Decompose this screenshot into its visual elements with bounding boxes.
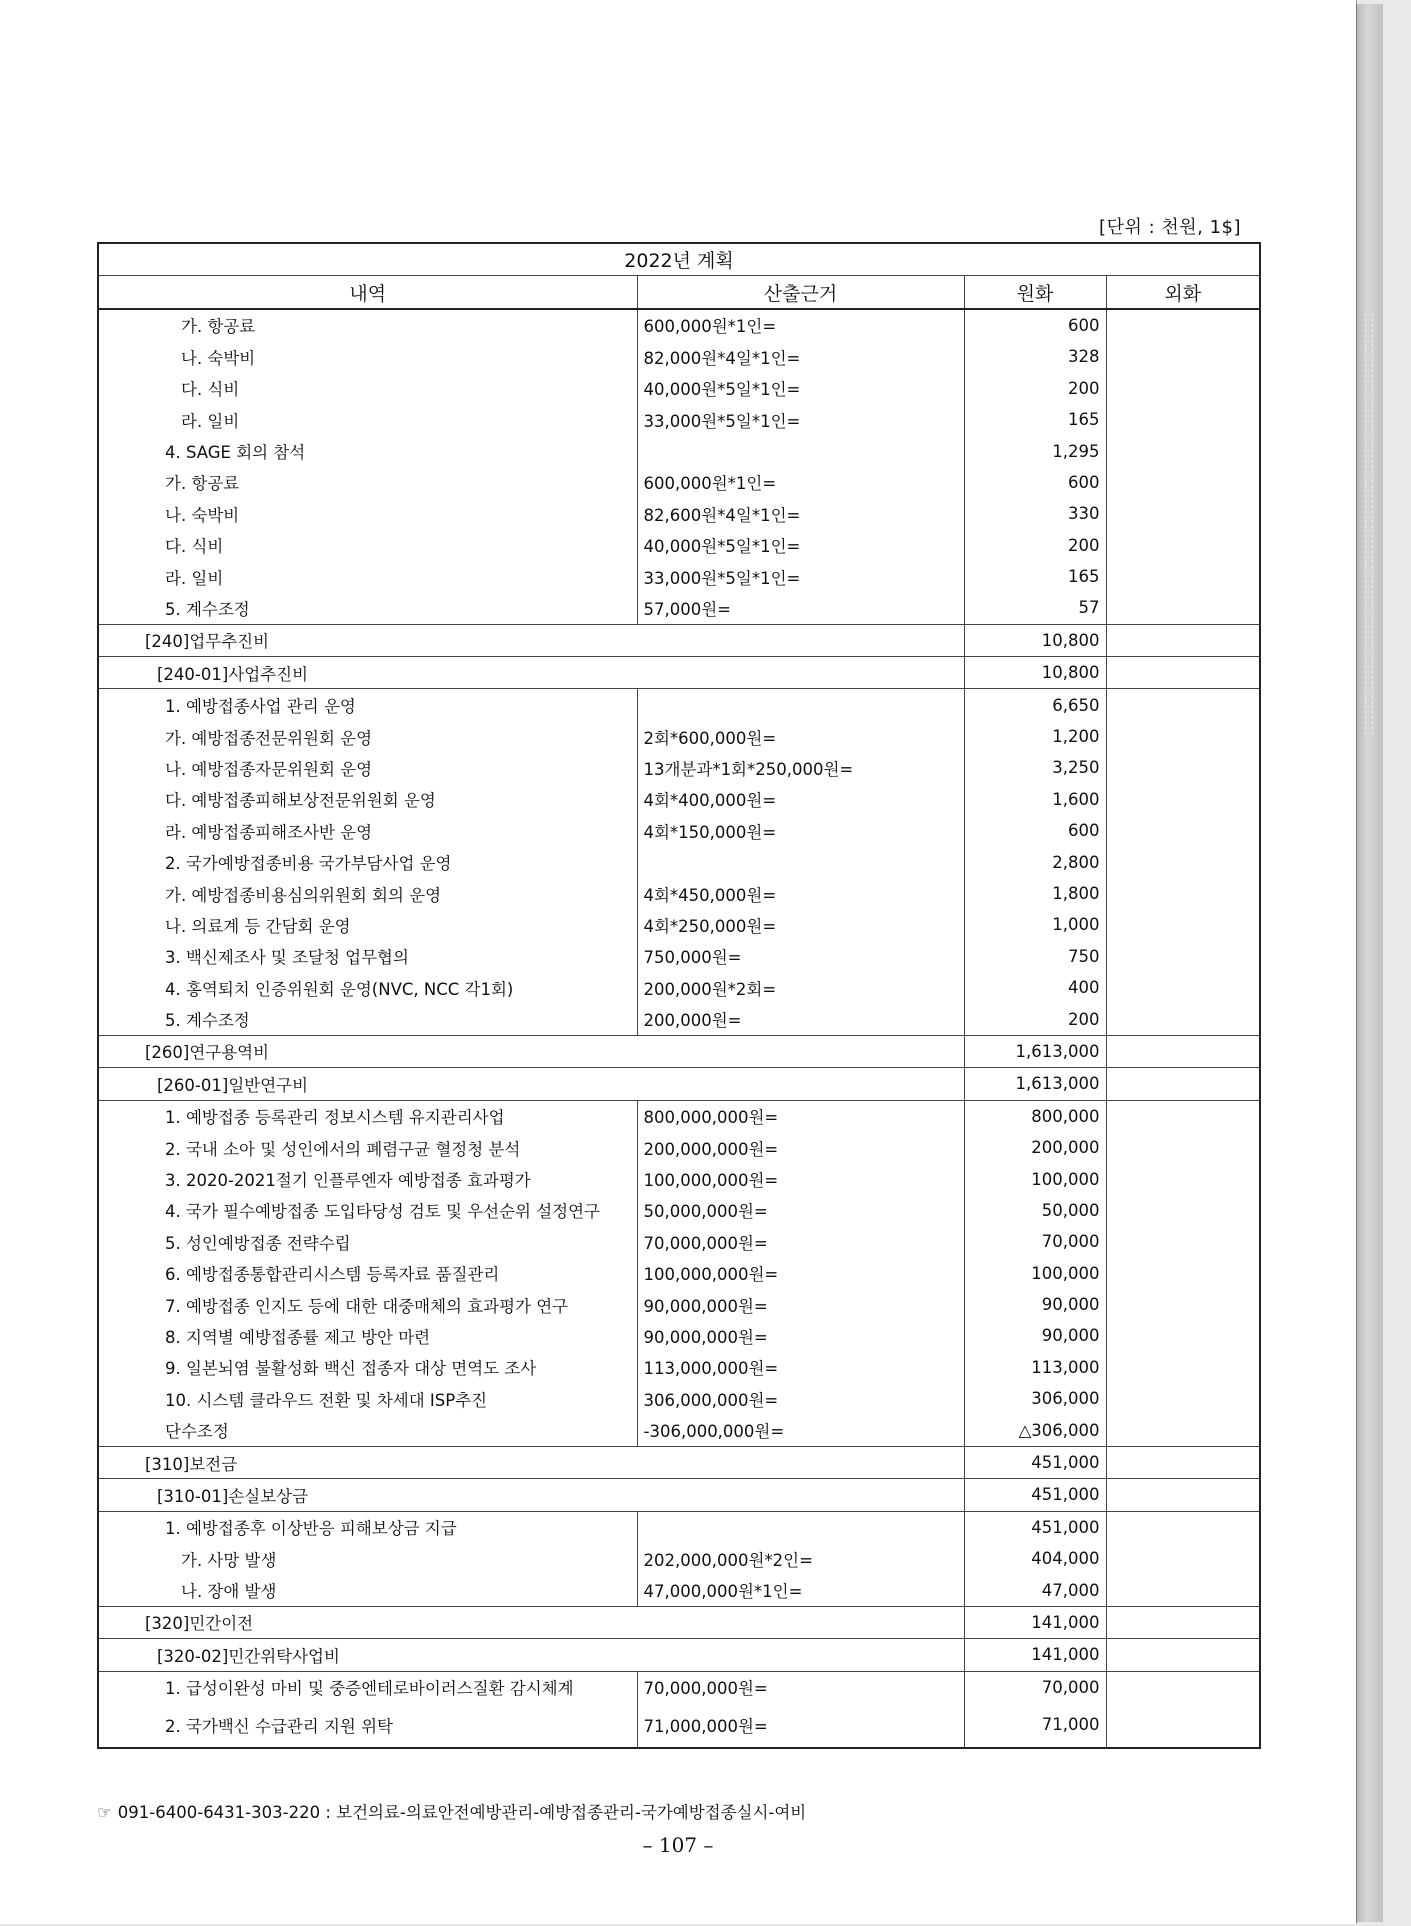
footnote-text: 091-6400-6431-303-220 : 보건의료-의료안전예방관리-예방접종관리-국가예방접종실시-여비 <box>117 1803 807 1822</box>
table-body <box>98 309 1260 1748</box>
basis-cell: 306,000,000원= <box>637 1383 964 1414</box>
foreign-amount-cell <box>1106 1068 1260 1100</box>
item-cell: 5. 성인예방접종 전략수립 <box>98 1226 637 1257</box>
foreign-amount-cell <box>1106 1195 1260 1226</box>
table-row <box>98 752 1260 783</box>
table-row <box>98 341 1260 372</box>
table-row <box>98 1352 1260 1383</box>
krw-amount-cell: 10,800 <box>964 624 1106 656</box>
table-row <box>98 815 1260 846</box>
foreign-amount-cell <box>1106 1574 1260 1606</box>
krw-amount-cell: 100,000 <box>964 1163 1106 1194</box>
foreign-amount-cell <box>1106 1511 1260 1543</box>
item-cell: 나. 숙박비 <box>98 341 637 372</box>
table-row <box>98 878 1260 909</box>
item-cell: 다. 식비 <box>98 373 637 404</box>
basis-cell: 600,000원*1인= <box>637 467 964 498</box>
foreign-amount-cell <box>1106 561 1260 592</box>
column-header-item: 내역 <box>98 276 637 309</box>
krw-amount-cell: △306,000 <box>964 1414 1106 1446</box>
table-row <box>98 1574 1260 1606</box>
foreign-amount-cell <box>1106 530 1260 561</box>
foreign-amount-cell <box>1106 1163 1260 1194</box>
item-cell: 4. SAGE 회의 참석 <box>98 435 637 466</box>
basis-cell: 90,000,000원= <box>637 1320 964 1351</box>
krw-amount-cell: 306,000 <box>964 1383 1106 1414</box>
basis-cell: 200,000,000원= <box>637 1132 964 1163</box>
krw-amount-cell: 165 <box>964 561 1106 592</box>
section-row <box>98 1639 1260 1671</box>
item-cell: 2. 국내 소아 및 성인에서의 폐렴구균 혈정청 분석 <box>98 1132 637 1163</box>
basis-cell: 4회*450,000원= <box>637 878 964 909</box>
item-cell: 라. 일비 <box>98 404 637 435</box>
item-cell: 라. 일비 <box>98 561 637 592</box>
item-cell: 5. 계수조정 <box>98 1003 637 1035</box>
plan-title: 2022년 계획 <box>98 243 1260 276</box>
section-label: [260-01]일반연구비 <box>98 1068 964 1100</box>
unit-label: [단위 : 천원, 1$] <box>1099 217 1241 238</box>
krw-amount-cell: 600 <box>964 309 1106 341</box>
krw-amount-cell: 200 <box>964 530 1106 561</box>
item-cell: 나. 의료계 등 간담회 운영 <box>98 909 637 940</box>
foreign-amount-cell <box>1106 657 1260 689</box>
section-label: [260]연구용역비 <box>98 1035 964 1067</box>
krw-amount-cell: 1,600 <box>964 784 1106 815</box>
table-row <box>98 561 1260 592</box>
foreign-amount-cell <box>1106 1003 1260 1035</box>
basis-cell: 200,000원= <box>637 1003 964 1035</box>
basis-cell: 33,000원*5일*1인= <box>637 561 964 592</box>
table-row <box>98 1703 1260 1748</box>
foreign-amount-cell <box>1106 1414 1260 1446</box>
table-row <box>98 846 1260 877</box>
foreign-amount-cell <box>1106 1639 1260 1671</box>
krw-amount-cell: 57 <box>964 592 1106 624</box>
basis-cell: 13개분과*1회*250,000원= <box>637 752 964 783</box>
table-row <box>98 1289 1260 1320</box>
item-cell: 9. 일본뇌염 불활성화 백신 접종자 대상 면역도 조사 <box>98 1352 637 1383</box>
krw-amount-cell: 451,000 <box>964 1479 1106 1511</box>
basis-cell <box>637 846 964 877</box>
page-stack-edge <box>1356 4 1383 1922</box>
foreign-amount-cell <box>1106 624 1260 656</box>
basis-cell: 47,000,000원*1인= <box>637 1574 964 1606</box>
table-row <box>98 689 1260 721</box>
basis-cell <box>637 1511 964 1543</box>
basis-cell: 82,600원*4일*1인= <box>637 498 964 529</box>
table-row <box>98 1511 1260 1543</box>
basis-cell: 100,000,000원= <box>637 1163 964 1194</box>
item-cell: 5. 계수조정 <box>98 592 637 624</box>
item-cell: 1. 급성이완성 마비 및 중증엔테로바이러스질환 감시체계 <box>98 1671 637 1703</box>
item-cell: 다. 식비 <box>98 530 637 561</box>
table-row <box>98 1543 1260 1574</box>
foreign-amount-cell <box>1106 1132 1260 1163</box>
column-header-krw: 원화 <box>964 276 1106 309</box>
table-row <box>98 309 1260 341</box>
basis-cell <box>637 689 964 721</box>
item-cell: 10. 시스템 클라우드 전환 및 차세대 ISP추진 <box>98 1383 637 1414</box>
item-cell: 나. 숙박비 <box>98 498 637 529</box>
basis-cell: 750,000원= <box>637 941 964 972</box>
item-cell: 가. 사망 발생 <box>98 1543 637 1574</box>
foreign-amount-cell <box>1106 1671 1260 1703</box>
foreign-amount-cell <box>1106 1320 1260 1351</box>
item-cell: 나. 장애 발생 <box>98 1574 637 1606</box>
table-row <box>98 1414 1260 1446</box>
section-row <box>98 1479 1260 1511</box>
section-row <box>98 1446 1260 1478</box>
krw-amount-cell: 50,000 <box>964 1195 1106 1226</box>
basis-cell: 70,000,000원= <box>637 1226 964 1257</box>
basis-cell: -306,000,000원= <box>637 1414 964 1446</box>
foreign-amount-cell <box>1106 846 1260 877</box>
table-row <box>98 941 1260 972</box>
table-row <box>98 721 1260 752</box>
krw-amount-cell: 800,000 <box>964 1100 1106 1132</box>
item-cell: 2. 국가백신 수급관리 지원 위탁 <box>98 1703 637 1748</box>
item-cell: 라. 예방접종피해조사반 운영 <box>98 815 637 846</box>
table-row <box>98 1132 1260 1163</box>
table-row <box>98 467 1260 498</box>
item-cell: 가. 항공료 <box>98 467 637 498</box>
krw-amount-cell: 6,650 <box>964 689 1106 721</box>
foreign-amount-cell <box>1106 1258 1260 1289</box>
basis-cell <box>637 435 964 466</box>
pointing-hand-icon: ☞ <box>97 1803 112 1822</box>
krw-amount-cell: 600 <box>964 815 1106 846</box>
krw-amount-cell: 1,000 <box>964 909 1106 940</box>
krw-amount-cell: 1,613,000 <box>964 1035 1106 1067</box>
krw-amount-cell: 141,000 <box>964 1639 1106 1671</box>
krw-amount-cell: 141,000 <box>964 1606 1106 1638</box>
item-cell: 8. 지역별 예방접종률 제고 방안 마련 <box>98 1320 637 1351</box>
krw-amount-cell: 451,000 <box>964 1511 1106 1543</box>
basis-cell: 40,000원*5일*1인= <box>637 373 964 404</box>
table-row <box>98 1100 1260 1132</box>
table-row <box>98 1258 1260 1289</box>
foreign-amount-cell <box>1106 435 1260 466</box>
table-row <box>98 784 1260 815</box>
table-row <box>98 1383 1260 1414</box>
foreign-amount-cell <box>1106 498 1260 529</box>
basis-cell: 33,000원*5일*1인= <box>637 404 964 435</box>
foreign-amount-cell <box>1106 909 1260 940</box>
foreign-amount-cell <box>1106 404 1260 435</box>
krw-amount-cell: 1,295 <box>964 435 1106 466</box>
basis-cell: 800,000,000원= <box>637 1100 964 1132</box>
krw-amount-cell: 1,613,000 <box>964 1068 1106 1100</box>
krw-amount-cell: 90,000 <box>964 1289 1106 1320</box>
basis-cell: 50,000,000원= <box>637 1195 964 1226</box>
item-cell: 1. 예방접종사업 관리 운영 <box>98 689 637 721</box>
basis-cell: 202,000,000원*2인= <box>637 1543 964 1574</box>
section-row <box>98 657 1260 689</box>
table-row <box>98 1320 1260 1351</box>
item-cell: 가. 항공료 <box>98 309 637 341</box>
table-row <box>98 498 1260 529</box>
table-row <box>98 909 1260 940</box>
basis-cell: 40,000원*5일*1인= <box>637 530 964 561</box>
section-row <box>98 1606 1260 1638</box>
item-cell: 4. 홍역퇴치 인증위원회 운영(NVC, NCC 각1회) <box>98 972 637 1003</box>
item-cell: 2. 국가예방접종비용 국가부담사업 운영 <box>98 846 637 877</box>
foreign-amount-cell <box>1106 1352 1260 1383</box>
foreign-amount-cell <box>1106 1383 1260 1414</box>
krw-amount-cell: 400 <box>964 972 1106 1003</box>
item-cell: 1. 예방접종 등록관리 정보시스템 유지관리사업 <box>98 1100 637 1132</box>
foreign-amount-cell <box>1106 1446 1260 1478</box>
basis-cell: 4회*150,000원= <box>637 815 964 846</box>
foreign-amount-cell <box>1106 592 1260 624</box>
table-row <box>98 530 1260 561</box>
krw-amount-cell: 750 <box>964 941 1106 972</box>
krw-amount-cell: 3,250 <box>964 752 1106 783</box>
basis-cell: 600,000원*1인= <box>637 309 964 341</box>
foreign-amount-cell <box>1106 721 1260 752</box>
krw-amount-cell: 200 <box>964 373 1106 404</box>
table-row <box>98 404 1260 435</box>
table-row <box>98 435 1260 466</box>
krw-amount-cell: 70,000 <box>964 1671 1106 1703</box>
section-label: [240]업무추진비 <box>98 624 964 656</box>
item-cell: 7. 예방접종 인지도 등에 대한 대중매체의 효과평가 연구 <box>98 1289 637 1320</box>
krw-amount-cell: 451,000 <box>964 1446 1106 1478</box>
krw-amount-cell: 200 <box>964 1003 1106 1035</box>
basis-cell: 57,000원= <box>637 592 964 624</box>
section-label: [320]민간이전 <box>98 1606 964 1638</box>
section-label: [310]보전금 <box>98 1446 964 1478</box>
table-row <box>98 1003 1260 1035</box>
foreign-amount-cell <box>1106 689 1260 721</box>
section-row <box>98 1035 1260 1067</box>
table-row <box>98 1671 1260 1703</box>
table-row <box>98 1226 1260 1257</box>
basis-cell: 71,000,000원= <box>637 1703 964 1748</box>
section-row <box>98 1068 1260 1100</box>
foreign-amount-cell <box>1106 1703 1260 1748</box>
foreign-amount-cell <box>1106 373 1260 404</box>
basis-cell: 4회*250,000원= <box>637 909 964 940</box>
foreign-amount-cell <box>1106 1606 1260 1638</box>
section-label: [320-02]민간위탁사업비 <box>98 1639 964 1671</box>
item-cell: 단수조정 <box>98 1414 637 1446</box>
item-cell: 3. 2020-2021절기 인플루엔자 예방접종 효과평가 <box>98 1163 637 1194</box>
item-cell: 3. 백신제조사 및 조달청 업무협의 <box>98 941 637 972</box>
table-row <box>98 1163 1260 1194</box>
foreign-amount-cell <box>1106 815 1260 846</box>
krw-amount-cell: 200,000 <box>964 1132 1106 1163</box>
foreign-amount-cell <box>1106 1035 1260 1067</box>
krw-amount-cell: 1,200 <box>964 721 1106 752</box>
item-cell: 6. 예방접종통합관리시스템 등록자료 품질관리 <box>98 1258 637 1289</box>
footnote <box>97 1799 806 1823</box>
column-header-row <box>98 276 1260 309</box>
item-cell: 가. 예방접종비용심의위원회 회의 운영 <box>98 878 637 909</box>
foreign-amount-cell <box>1106 878 1260 909</box>
foreign-amount-cell <box>1106 784 1260 815</box>
foreign-amount-cell <box>1106 972 1260 1003</box>
krw-amount-cell: 600 <box>964 467 1106 498</box>
basis-cell: 113,000,000원= <box>637 1352 964 1383</box>
basis-cell: 4회*400,000원= <box>637 784 964 815</box>
table-row <box>98 592 1260 624</box>
krw-amount-cell: 100,000 <box>964 1258 1106 1289</box>
table-row <box>98 1195 1260 1226</box>
krw-amount-cell: 90,000 <box>964 1320 1106 1351</box>
krw-amount-cell: 165 <box>964 404 1106 435</box>
foreign-amount-cell <box>1106 1226 1260 1257</box>
krw-amount-cell: 47,000 <box>964 1574 1106 1606</box>
basis-cell: 82,000원*4일*1인= <box>637 341 964 372</box>
foreign-amount-cell <box>1106 309 1260 341</box>
section-row <box>98 624 1260 656</box>
item-cell: 다. 예방접종피해보상전문위원회 운영 <box>98 784 637 815</box>
krw-amount-cell: 1,800 <box>964 878 1106 909</box>
krw-amount-cell: 113,000 <box>964 1352 1106 1383</box>
foreign-amount-cell <box>1106 1100 1260 1132</box>
foreign-amount-cell <box>1106 341 1260 372</box>
basis-cell: 200,000원*2회= <box>637 972 964 1003</box>
item-cell: 1. 예방접종후 이상반응 피해보상금 지급 <box>98 1511 637 1543</box>
krw-amount-cell: 71,000 <box>964 1703 1106 1748</box>
table-row <box>98 972 1260 1003</box>
item-cell: 4. 국가 필수예방접종 도입타당성 검토 및 우선순위 설정연구 <box>98 1195 637 1226</box>
basis-cell: 2회*600,000원= <box>637 721 964 752</box>
krw-amount-cell: 330 <box>964 498 1106 529</box>
basis-cell: 90,000,000원= <box>637 1289 964 1320</box>
basis-cell: 100,000,000원= <box>637 1258 964 1289</box>
section-label: [310-01]손실보상금 <box>98 1479 964 1511</box>
foreign-amount-cell <box>1106 1543 1260 1574</box>
krw-amount-cell: 10,800 <box>964 657 1106 689</box>
krw-amount-cell: 404,000 <box>964 1543 1106 1574</box>
krw-amount-cell: 70,000 <box>964 1226 1106 1257</box>
budget-table <box>97 242 1261 1749</box>
foreign-amount-cell <box>1106 941 1260 972</box>
foreign-amount-cell <box>1106 752 1260 783</box>
column-header-foreign: 외화 <box>1106 276 1260 309</box>
item-cell: 가. 예방접종전문위원회 운영 <box>98 721 637 752</box>
table-row <box>98 373 1260 404</box>
foreign-amount-cell <box>1106 1479 1260 1511</box>
krw-amount-cell: 2,800 <box>964 846 1106 877</box>
page-number: – 107 – <box>642 1833 714 1857</box>
column-header-basis: 산출근거 <box>637 276 964 309</box>
basis-cell: 70,000,000원= <box>637 1671 964 1703</box>
foreign-amount-cell <box>1106 1289 1260 1320</box>
plan-title-row <box>98 243 1260 276</box>
krw-amount-cell: 328 <box>964 341 1106 372</box>
section-label: [240-01]사업추진비 <box>98 657 964 689</box>
foreign-amount-cell <box>1106 467 1260 498</box>
item-cell: 나. 예방접종자문위원회 운영 <box>98 752 637 783</box>
